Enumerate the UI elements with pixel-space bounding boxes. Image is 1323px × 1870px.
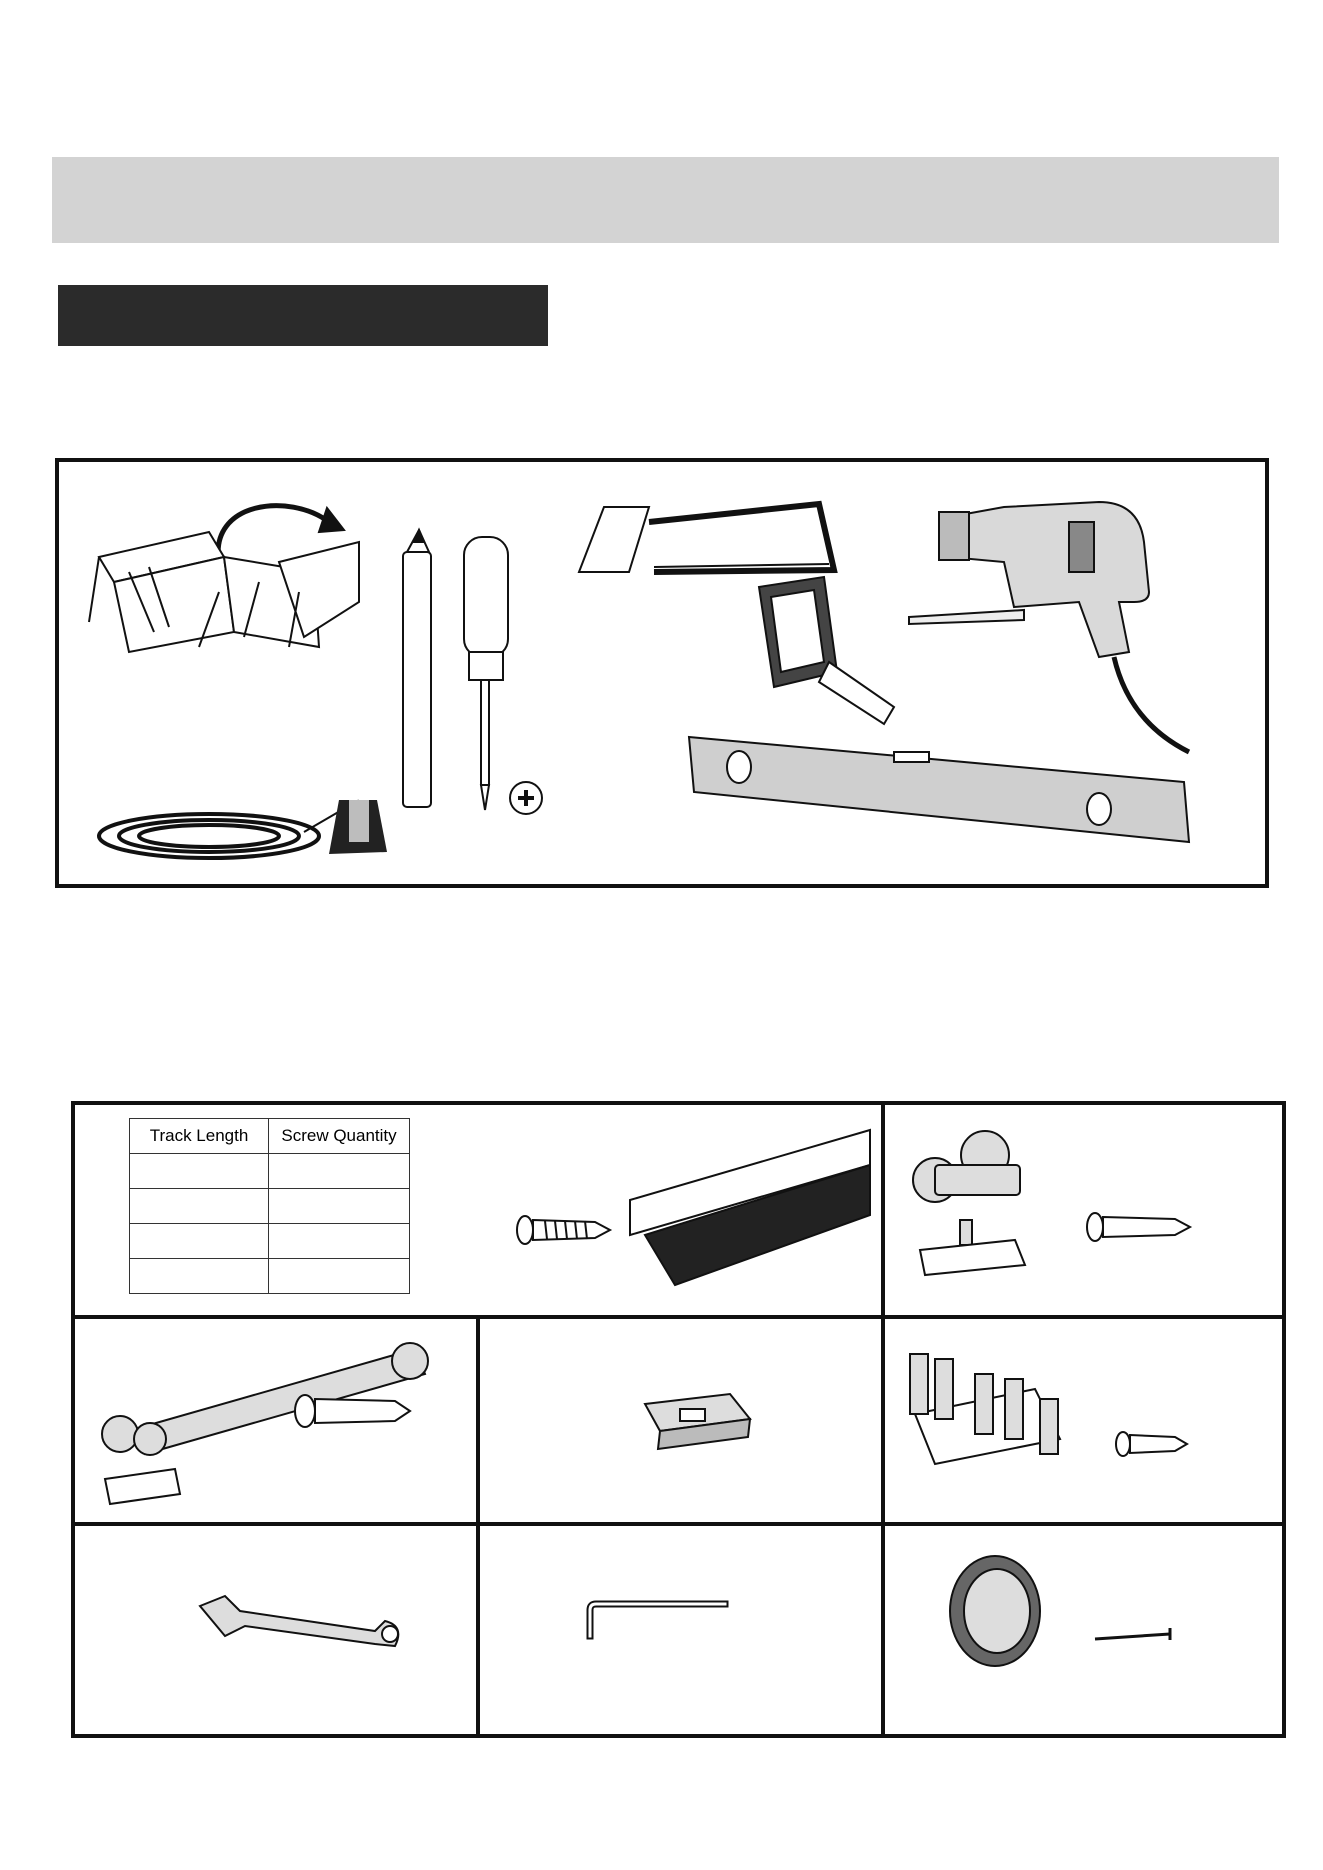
electric-drill-icon bbox=[939, 502, 1189, 752]
tape-measure-icon bbox=[759, 577, 894, 724]
floor-guide-icon bbox=[885, 1319, 1282, 1522]
track-stopper-icon bbox=[480, 1319, 881, 1522]
allen-key-cell bbox=[480, 1526, 881, 1734]
pencil-icon bbox=[403, 530, 431, 807]
hacksaw-icon bbox=[579, 504, 834, 572]
screwdriver-icon bbox=[464, 537, 542, 814]
table-header: Screw Quantity bbox=[269, 1119, 410, 1154]
floor-guide-cell bbox=[885, 1319, 1282, 1522]
table-header: Track Length bbox=[130, 1119, 269, 1154]
section-heading-bar bbox=[58, 285, 548, 346]
roller-and-screw-icon bbox=[885, 1105, 1282, 1315]
spirit-level-icon bbox=[689, 737, 1189, 842]
allen-key-icon bbox=[480, 1526, 881, 1734]
finger-pull-icon bbox=[885, 1526, 1282, 1734]
toolbox-icon bbox=[89, 506, 359, 652]
tools-panel bbox=[55, 458, 1269, 888]
soft-close-damper-icon bbox=[75, 1319, 476, 1522]
tools-illustration bbox=[59, 462, 1265, 884]
track-and-screw-icon bbox=[75, 1105, 881, 1315]
track-cell bbox=[75, 1105, 881, 1315]
roller-cell bbox=[885, 1105, 1282, 1315]
plumb-line-icon bbox=[99, 797, 387, 858]
spanner-cell bbox=[75, 1526, 476, 1734]
finger-pull-cell bbox=[885, 1526, 1282, 1734]
drill-bit-icon bbox=[909, 610, 1024, 624]
stopper-cell bbox=[480, 1319, 881, 1522]
parts-panel bbox=[71, 1101, 1286, 1738]
title-banner bbox=[52, 157, 1279, 243]
damper-cell bbox=[75, 1319, 476, 1522]
spanner-icon bbox=[75, 1526, 476, 1734]
